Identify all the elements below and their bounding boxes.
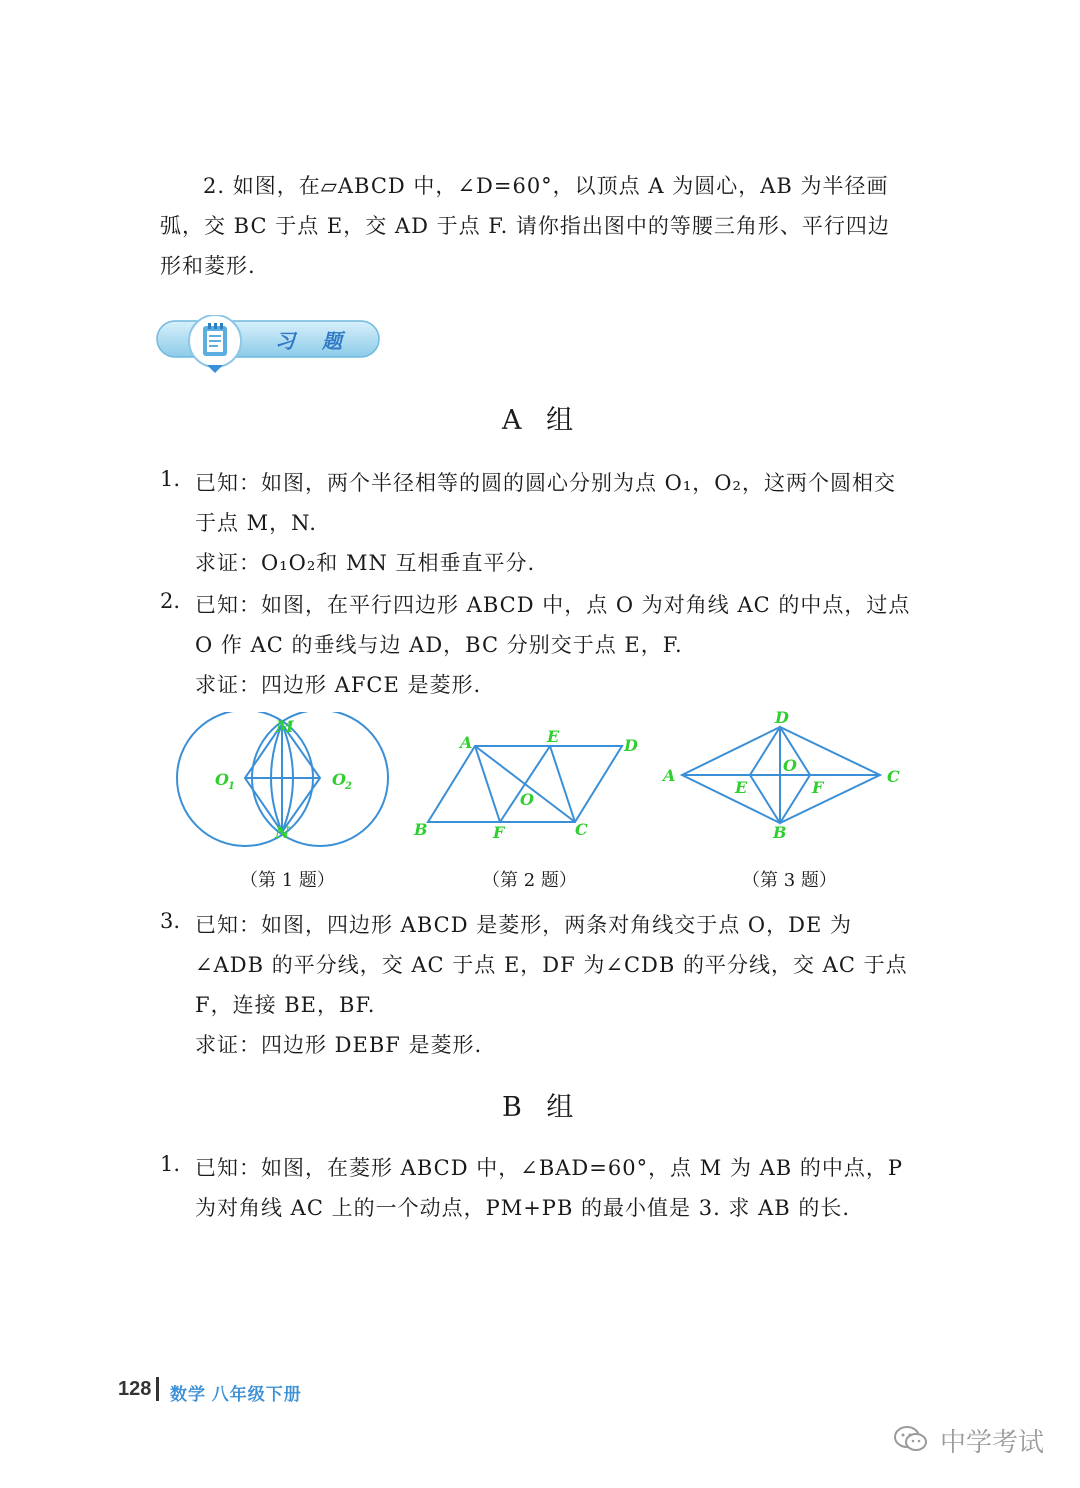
a-q3-line3: F，连接 BE，BF. — [195, 993, 376, 1017]
group-a-title: A 组 — [502, 405, 582, 436]
a-q3-line2: ∠ADB 的平分线，交 AC 于点 E，DF 为∠CDB 的平分线，交 AC 于点 — [195, 953, 908, 977]
figure-2 — [410, 728, 650, 843]
label-e: E — [735, 778, 748, 797]
label-o1: O — [215, 770, 229, 789]
problem2-line1: 2. 如图，在▱ABCD 中，∠D=60°，以顶点 A 为圆心，AB 为半径画 — [203, 174, 889, 198]
b-q1-number: 1. — [160, 1152, 181, 1176]
exercises-banner — [155, 315, 385, 375]
segment-af — [475, 746, 500, 822]
a-q3-line1: 已知：如图，四边形 ABCD 是菱形，两条对角线交于点 O，DE 为 — [195, 913, 852, 937]
figure-3 — [655, 705, 915, 845]
problem2-line2: 弧，交 BC 于点 E，交 AD 于点 F. 请你指出图中的等腰三角形、平行四边 — [160, 214, 890, 238]
a-q2-number: 2. — [160, 589, 181, 613]
page-number: 128 — [118, 1378, 152, 1400]
label-b: B — [414, 820, 428, 839]
banner-label: 习 题 — [275, 329, 352, 353]
label-f: F — [493, 823, 505, 842]
label-o1-sub: 1 — [228, 781, 235, 792]
label-m: M — [276, 717, 294, 736]
figure-3-caption: （第 3 题） — [742, 870, 837, 891]
segment-ce — [550, 746, 575, 822]
a-q1-number: 1. — [160, 467, 181, 491]
label-o2-sub: 2 — [345, 781, 352, 792]
label-d: D — [775, 708, 789, 727]
label-a: A — [460, 733, 473, 752]
problem2-line3: 形和菱形. — [160, 254, 256, 278]
notepad-icon — [203, 323, 227, 356]
label-n: N — [275, 823, 290, 842]
wechat-icon — [893, 1425, 929, 1453]
a-q2-line1: 已知：如图，在平行四边形 ABCD 中，点 O 为对角线 AC 的中点，过点 — [195, 593, 911, 617]
a-q3-number: 3. — [160, 909, 181, 933]
figure-1 — [170, 712, 395, 852]
figure-1-caption: （第 1 题） — [240, 870, 335, 891]
group-b-title: B 组 — [502, 1092, 582, 1123]
b-q1-line2: 为对角线 AC 上的一个动点，PM+PB 的最小值是 3. 求 AB 的长. — [195, 1196, 851, 1220]
b-q1-line1: 已知：如图，在菱形 ABCD 中，∠BAD=60°，点 M 为 AB 的中点，P — [195, 1156, 904, 1180]
a-q3-line4: 求证：四边形 DEBF 是菱形. — [195, 1033, 483, 1057]
a-q2-line3: 求证：四边形 AFCE 是菱形. — [195, 673, 482, 697]
label-o: O — [783, 756, 797, 775]
label-o2: O — [332, 770, 346, 789]
footer-divider — [156, 1377, 159, 1401]
label-d: D — [624, 736, 638, 755]
watermark-text: 中学考试 — [940, 1428, 1045, 1458]
a-q1-line2: 于点 M，N. — [195, 511, 317, 535]
label-a: A — [663, 766, 676, 785]
label-c: C — [887, 767, 900, 786]
label-c: C — [575, 820, 588, 839]
label-f: F — [812, 778, 824, 797]
segment-ef — [500, 746, 550, 822]
a-q1-line1: 已知：如图，两个半径相等的圆的圆心分别为点 O₁，O₂，这两个圆相交 — [195, 471, 896, 495]
a-q2-line2: O 作 AC 的垂线与边 AD，BC 分别交于点 E，F. — [195, 633, 683, 657]
figure-2-caption: （第 2 题） — [482, 870, 577, 891]
label-e: E — [547, 728, 560, 746]
footer-book-title: 数学 八年级下册 — [170, 1385, 302, 1404]
a-q1-line3: 求证：O₁O₂和 MN 互相垂直平分. — [195, 551, 536, 575]
label-o: O — [520, 790, 534, 809]
label-b: B — [773, 823, 787, 842]
